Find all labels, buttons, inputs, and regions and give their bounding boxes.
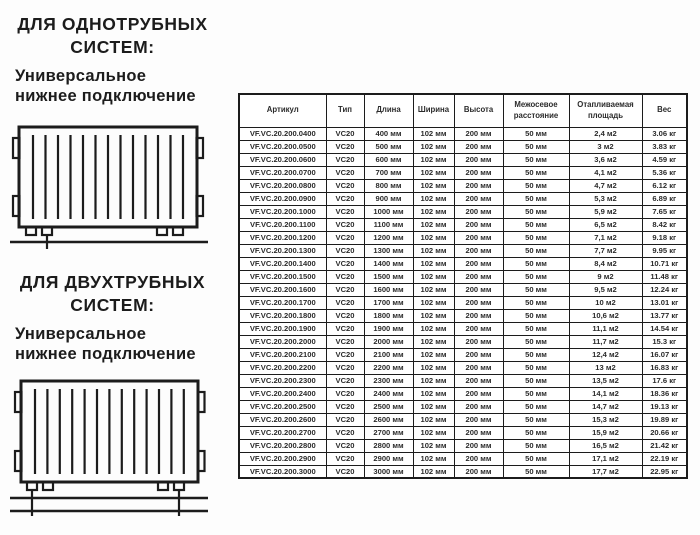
table-cell: 1300 мм [364,244,413,257]
table-cell: 50 мм [503,296,569,309]
table-cell: 6.12 кг [642,179,687,192]
table-cell: 4.59 кг [642,153,687,166]
table-cell: 50 мм [503,283,569,296]
table-cell: 102 мм [413,244,454,257]
table-cell: 200 мм [454,205,503,218]
table-cell: VC20 [326,166,364,179]
table-cell: VF.VC.20.200.0500 [239,140,326,153]
table-cell: VF.VC.20.200.1100 [239,218,326,231]
table-cell: VF.VC.20.200.0400 [239,127,326,140]
table-cell: 3000 мм [364,465,413,478]
table-cell: 102 мм [413,283,454,296]
table-row [239,465,687,478]
table-row [239,192,687,205]
table-cell: 200 мм [454,244,503,257]
table-cell: VF.VC.20.200.0900 [239,192,326,205]
table-cell: VF.VC.20.200.2300 [239,374,326,387]
table-header-row [239,94,687,127]
table-row [239,426,687,439]
table-cell: 102 мм [413,322,454,335]
table-cell: 102 мм [413,140,454,153]
radiator-drawing-two-pipe [10,376,208,520]
table-cell: 50 мм [503,205,569,218]
table-cell: VC20 [326,244,364,257]
table-cell: VF.VC.20.200.1700 [239,296,326,309]
table-cell: 50 мм [503,309,569,322]
table-cell: 700 мм [364,166,413,179]
table-cell: VC20 [326,361,364,374]
table-cell: VF.VC.20.200.2400 [239,387,326,400]
table-cell: 50 мм [503,387,569,400]
table-cell: 102 мм [413,127,454,140]
table-cell: 200 мм [454,309,503,322]
table-row [239,244,687,257]
table-cell: VC20 [326,257,364,270]
table-cell: VC20 [326,192,364,205]
table-cell: 50 мм [503,465,569,478]
table-cell: 200 мм [454,140,503,153]
table-row [239,140,687,153]
table-cell: 600 мм [364,153,413,166]
table-cell: VC20 [326,140,364,153]
radiator-feet [26,227,183,249]
table-cell: 20.66 кг [642,426,687,439]
table-cell: 200 мм [454,296,503,309]
table-cell: VF.VC.20.200.1500 [239,270,326,283]
table-cell: 50 мм [503,153,569,166]
table-row [239,296,687,309]
table-cell: 200 мм [454,335,503,348]
table-cell: VC20 [326,231,364,244]
table-cell: VC20 [326,153,364,166]
table-cell: 10,6 м2 [569,309,642,322]
two-pipe-section-subtitle [15,324,220,364]
table-cell: 7,7 м2 [569,244,642,257]
table-cell: 200 мм [454,127,503,140]
table-cell: 15,9 м2 [569,426,642,439]
table-row [239,218,687,231]
table-cell: 50 мм [503,257,569,270]
table-cell: 2200 мм [364,361,413,374]
table-cell: 1800 мм [364,309,413,322]
table-cell: 2100 мм [364,348,413,361]
title-line: ДЛЯ ДВУХТРУБНЫХ [19,272,206,292]
table-cell: 102 мм [413,335,454,348]
table-cell: 200 мм [454,400,503,413]
table-cell: VC20 [326,283,364,296]
table-cell: 50 мм [503,439,569,452]
table-cell: 200 мм [454,218,503,231]
table-cell: 50 мм [503,179,569,192]
table-cell: 50 мм [503,244,569,257]
table-row [239,179,687,192]
table-cell: VF.VC.20.200.2800 [239,439,326,452]
table-cell: 200 мм [454,322,503,335]
table-cell: 50 мм [503,127,569,140]
subtitle-line: Универсальное [15,67,147,85]
table-cell: 21.42 кг [642,439,687,452]
table-cell: VF.VC.20.200.1600 [239,283,326,296]
table-row [239,374,687,387]
table-cell: 50 мм [503,400,569,413]
table-row [239,231,687,244]
table-cell: 102 мм [413,348,454,361]
two-pipe-section-title [5,271,220,317]
table-cell: VC20 [326,218,364,231]
table-cell: 50 мм [503,166,569,179]
table-cell: 13.77 кг [642,309,687,322]
table-cell: 102 мм [413,387,454,400]
table-cell: 400 мм [364,127,413,140]
table-cell: 8,4 м2 [569,257,642,270]
table-cell: 200 мм [454,231,503,244]
radiator-fins [33,135,183,219]
table-cell: 19.13 кг [642,400,687,413]
table-cell: 3.06 кг [642,127,687,140]
column-header: Отапливаемая площадь [569,94,642,127]
table-cell: 16.07 кг [642,348,687,361]
table-cell: 200 мм [454,374,503,387]
table-row [239,439,687,452]
table-cell: VF.VC.20.200.3000 [239,465,326,478]
table-cell: 13,5 м2 [569,374,642,387]
table-cell: 50 мм [503,361,569,374]
table-cell: 16.83 кг [642,361,687,374]
table-header [239,94,687,127]
table-cell: 3 м2 [569,140,642,153]
table-row [239,452,687,465]
table-row [239,309,687,322]
table-cell: VC20 [326,205,364,218]
table-cell: 200 мм [454,439,503,452]
table-cell: 18.36 кг [642,387,687,400]
table-row [239,205,687,218]
table-row [239,270,687,283]
table-cell: 500 мм [364,140,413,153]
table-cell: 50 мм [503,322,569,335]
table-cell: VF.VC.20.200.2200 [239,361,326,374]
table-cell: 1500 мм [364,270,413,283]
table-cell: VF.VC.20.200.2700 [239,426,326,439]
table-cell: 200 мм [454,465,503,478]
table-cell: 102 мм [413,361,454,374]
radiator-drawing-single-pipe [10,122,208,252]
table-row [239,400,687,413]
table-cell: 102 мм [413,218,454,231]
table-cell: VF.VC.20.200.2600 [239,413,326,426]
table-row [239,153,687,166]
table-cell: VC20 [326,439,364,452]
table-cell: 50 мм [503,218,569,231]
table-cell: VF.VC.20.200.1400 [239,257,326,270]
column-header: Артикул [239,94,326,127]
table-cell: 102 мм [413,400,454,413]
single-pipe-section-title [5,13,220,59]
table-cell: 2400 мм [364,387,413,400]
table-cell: 200 мм [454,166,503,179]
table-cell: 1000 мм [364,205,413,218]
column-header: Тип [326,94,364,127]
table-cell: VF.VC.20.200.0800 [239,179,326,192]
table-cell: 1100 мм [364,218,413,231]
table-cell: 5,3 м2 [569,192,642,205]
table-cell: 2,4 м2 [569,127,642,140]
table-cell: 200 мм [454,361,503,374]
table-cell: 9.18 кг [642,231,687,244]
table-cell: 102 мм [413,465,454,478]
table-cell: VC20 [326,335,364,348]
table-cell: 1400 мм [364,257,413,270]
table-row [239,283,687,296]
table-cell: VC20 [326,348,364,361]
table-cell: 50 мм [503,140,569,153]
table-cell: VC20 [326,387,364,400]
table-cell: VF.VC.20.200.1900 [239,322,326,335]
table-cell: VF.VC.20.200.1200 [239,231,326,244]
table-cell: 13 м2 [569,361,642,374]
table-cell: 1900 мм [364,322,413,335]
table-cell: VF.VC.20.200.1300 [239,244,326,257]
table-cell: 6,5 м2 [569,218,642,231]
table-cell: 102 мм [413,166,454,179]
table-cell: 15.3 кг [642,335,687,348]
table-cell: 800 мм [364,179,413,192]
table-cell: 2300 мм [364,374,413,387]
table-cell: VC20 [326,127,364,140]
table-row [239,413,687,426]
table-cell: 200 мм [454,283,503,296]
table-row [239,322,687,335]
table-cell: 9 м2 [569,270,642,283]
table-cell: VC20 [326,413,364,426]
title-line: СИСТЕМ: [70,37,155,57]
table-cell: 102 мм [413,192,454,205]
table-cell: 2500 мм [364,400,413,413]
table-cell: 4,1 м2 [569,166,642,179]
column-header: Высота [454,94,503,127]
table-cell: 2900 мм [364,452,413,465]
table-cell: 200 мм [454,426,503,439]
table-cell: 50 мм [503,452,569,465]
table-cell: VC20 [326,270,364,283]
table-cell: VF.VC.20.200.2900 [239,452,326,465]
table-cell: 102 мм [413,309,454,322]
subtitle-line: нижнее подключение [15,345,196,363]
table-cell: 102 мм [413,296,454,309]
table-cell: VC20 [326,465,364,478]
table-cell: 17,7 м2 [569,465,642,478]
table-cell: 50 мм [503,270,569,283]
table-cell: 102 мм [413,205,454,218]
column-header: Ширина [413,94,454,127]
table-cell: VC20 [326,426,364,439]
table-cell: VC20 [326,179,364,192]
table-cell: 50 мм [503,374,569,387]
table-cell: 22.95 кг [642,465,687,478]
table-cell: 2600 мм [364,413,413,426]
table-cell: 1700 мм [364,296,413,309]
table-cell: VC20 [326,374,364,387]
table-cell: 2700 мм [364,426,413,439]
table-cell: 11,7 м2 [569,335,642,348]
table-row [239,127,687,140]
table-cell: 102 мм [413,270,454,283]
table-cell: 102 мм [413,231,454,244]
table-cell: VF.VC.20.200.1000 [239,205,326,218]
table-cell: 13.01 кг [642,296,687,309]
table-row [239,257,687,270]
table-cell: VF.VC.20.200.0700 [239,166,326,179]
title-line: СИСТЕМ: [70,295,155,315]
table-cell: 5,9 м2 [569,205,642,218]
table-cell: 200 мм [454,387,503,400]
table-cell: VC20 [326,309,364,322]
table-cell: 200 мм [454,192,503,205]
table-cell: 50 мм [503,426,569,439]
table-cell: 14.54 кг [642,322,687,335]
table-cell: 3,6 м2 [569,153,642,166]
column-header: Вес [642,94,687,127]
table-cell: 1200 мм [364,231,413,244]
table-row [239,361,687,374]
table-cell: VC20 [326,400,364,413]
table-cell: 19.89 кг [642,413,687,426]
single-pipe-section-subtitle [15,66,220,106]
table-cell: 102 мм [413,439,454,452]
table-cell: 9.95 кг [642,244,687,257]
table-cell: 102 мм [413,257,454,270]
table-cell: 12,4 м2 [569,348,642,361]
table-cell: 200 мм [454,153,503,166]
table-cell: 10.71 кг [642,257,687,270]
table-cell: 102 мм [413,153,454,166]
table-cell: 200 мм [454,413,503,426]
table-body [239,127,687,478]
table-cell: 15,3 м2 [569,413,642,426]
table-cell: 4,7 м2 [569,179,642,192]
table-cell: 22.19 кг [642,452,687,465]
table-cell: VF.VC.20.200.1800 [239,309,326,322]
table-cell: 2800 мм [364,439,413,452]
table-cell: 7,1 м2 [569,231,642,244]
table-cell: 900 мм [364,192,413,205]
table-cell: VF.VC.20.200.0600 [239,153,326,166]
subtitle-line: Универсальное [15,325,147,343]
table-cell: 50 мм [503,192,569,205]
radiator-fins [35,389,184,474]
subtitle-line: нижнее подключение [15,87,196,105]
table-cell: 200 мм [454,257,503,270]
table-cell: 102 мм [413,179,454,192]
table-cell: 11,1 м2 [569,322,642,335]
table-cell: 102 мм [413,452,454,465]
table-cell: 200 мм [454,452,503,465]
table-cell: 200 мм [454,270,503,283]
table-cell: 17,1 м2 [569,452,642,465]
table-row [239,348,687,361]
table-cell: 200 мм [454,179,503,192]
table-row [239,166,687,179]
table-row [239,387,687,400]
table-cell: 17.6 кг [642,374,687,387]
table-cell: 8.42 кг [642,218,687,231]
table-cell: 14,7 м2 [569,400,642,413]
table-cell: 11.48 кг [642,270,687,283]
title-line: ДЛЯ ОДНОТРУБНЫХ [17,14,208,34]
table-cell: VF.VC.20.200.2000 [239,335,326,348]
table-cell: 102 мм [413,374,454,387]
spec-table [238,93,688,479]
table-cell: 50 мм [503,348,569,361]
table-cell: 102 мм [413,426,454,439]
table-cell: 6.89 кг [642,192,687,205]
table-row [239,335,687,348]
table-cell: VC20 [326,322,364,335]
table-cell: 2000 мм [364,335,413,348]
table-cell: 5.36 кг [642,166,687,179]
table-cell: 50 мм [503,413,569,426]
table-cell: 7.65 кг [642,205,687,218]
table-cell: 9,5 м2 [569,283,642,296]
table-cell: 10 м2 [569,296,642,309]
table-cell: 102 мм [413,413,454,426]
table-cell: 50 мм [503,231,569,244]
table-cell: VC20 [326,296,364,309]
table-cell: 200 мм [454,348,503,361]
table-cell: 1600 мм [364,283,413,296]
table-cell: 16,5 м2 [569,439,642,452]
table-cell: VF.VC.20.200.2500 [239,400,326,413]
two-pipe-radiator-diagram [10,376,208,520]
column-header: Длина [364,94,413,127]
single-pipe-radiator-diagram [10,122,208,252]
column-header: Межосевое расстояние [503,94,569,127]
table-cell: VC20 [326,452,364,465]
table-cell: 3.83 кг [642,140,687,153]
table-cell: 50 мм [503,335,569,348]
table-cell: 14,1 м2 [569,387,642,400]
table-cell: VF.VC.20.200.2100 [239,348,326,361]
table-cell: 12.24 кг [642,283,687,296]
